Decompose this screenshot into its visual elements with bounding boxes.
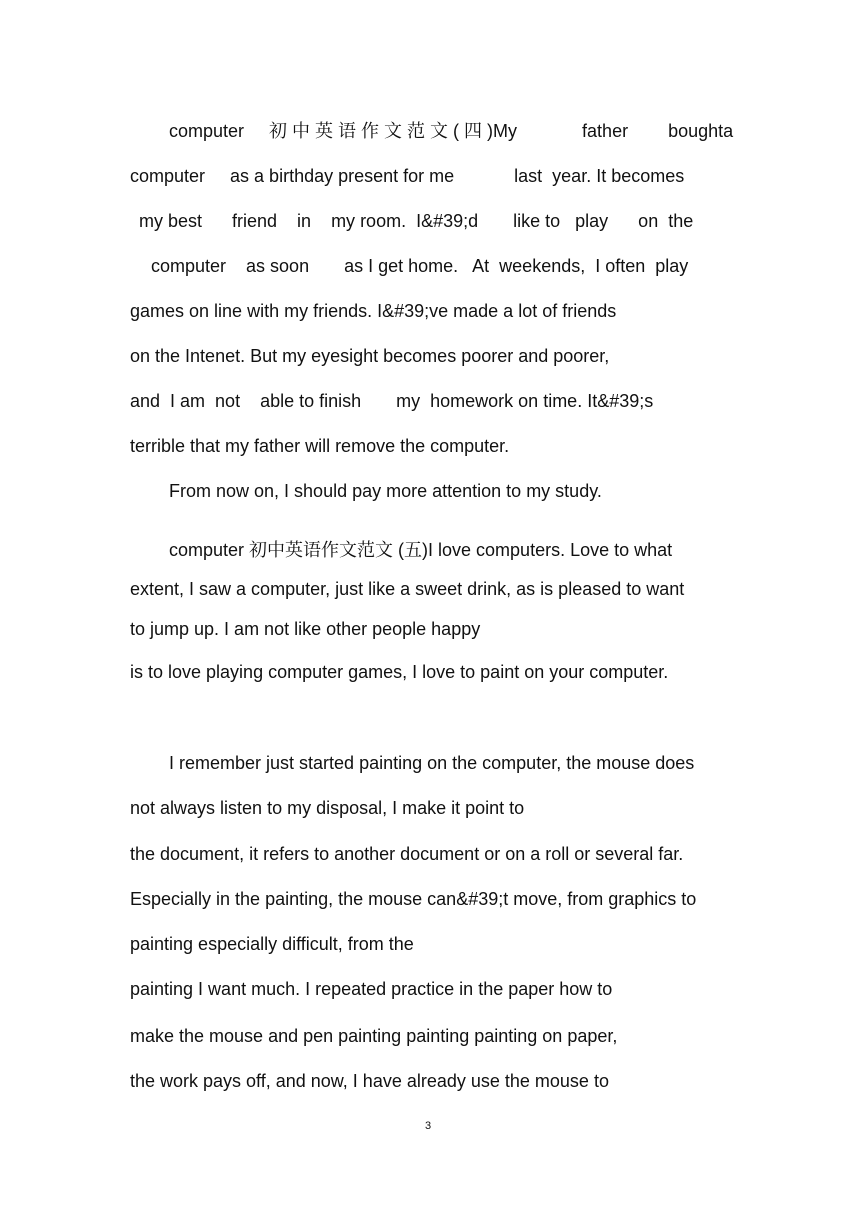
text-line: From now on, I should pay more attention to my study. [169, 481, 602, 501]
text-line: computer 初中英语作文范文 (五)I love computers. Love to what [169, 540, 673, 560]
text-line: painting I want much. I repeated practice in the paper how to [130, 979, 613, 999]
text-line: I remember just started painting on the computer, the mouse does [169, 753, 695, 773]
text-line: computer as soon as I get home. At weekends, I often play [151, 256, 689, 276]
text-line: computer as a birthday present for me last year. It becomes [130, 166, 685, 186]
text-line: games on line with my friends. I&#39;ve made a lot of friends [130, 301, 617, 321]
text-line: the document, it refers to another document or on a roll or several far. [130, 844, 684, 864]
text-line: my best friend in my room. I&#39;d like to play on the [139, 211, 694, 231]
text-line: the work pays off, and now, I have already use the mouse to [130, 1071, 609, 1091]
text-line: not always listen to my disposal, I make it point to [130, 798, 525, 818]
text-line: on the Intenet. But my eyesight becomes poorer and poorer, [130, 346, 610, 366]
page-number: 3 [425, 1120, 432, 1132]
text-line: extent, I saw a computer, just like a sweet drink, as is pleased to want [130, 579, 685, 599]
text-line: make the mouse and pen painting painting painting on paper, [130, 1026, 618, 1046]
text-line: and I am not able to finish my homework on time. It&#39;s [130, 391, 654, 411]
text-line: Especially in the painting, the mouse can&#39;t move, from graphics to [130, 889, 697, 909]
text-line: is to love playing computer games, I love to paint on your computer. [130, 662, 669, 682]
text-line: computer 初 中 英 语 作 文 范 文 ( 四 )My father boughta [169, 121, 734, 141]
text-line: painting especially difficult, from the [130, 934, 414, 954]
text-line: to jump up. I am not like other people happy [130, 619, 481, 639]
text-line: terrible that my father will remove the computer. [130, 436, 510, 456]
